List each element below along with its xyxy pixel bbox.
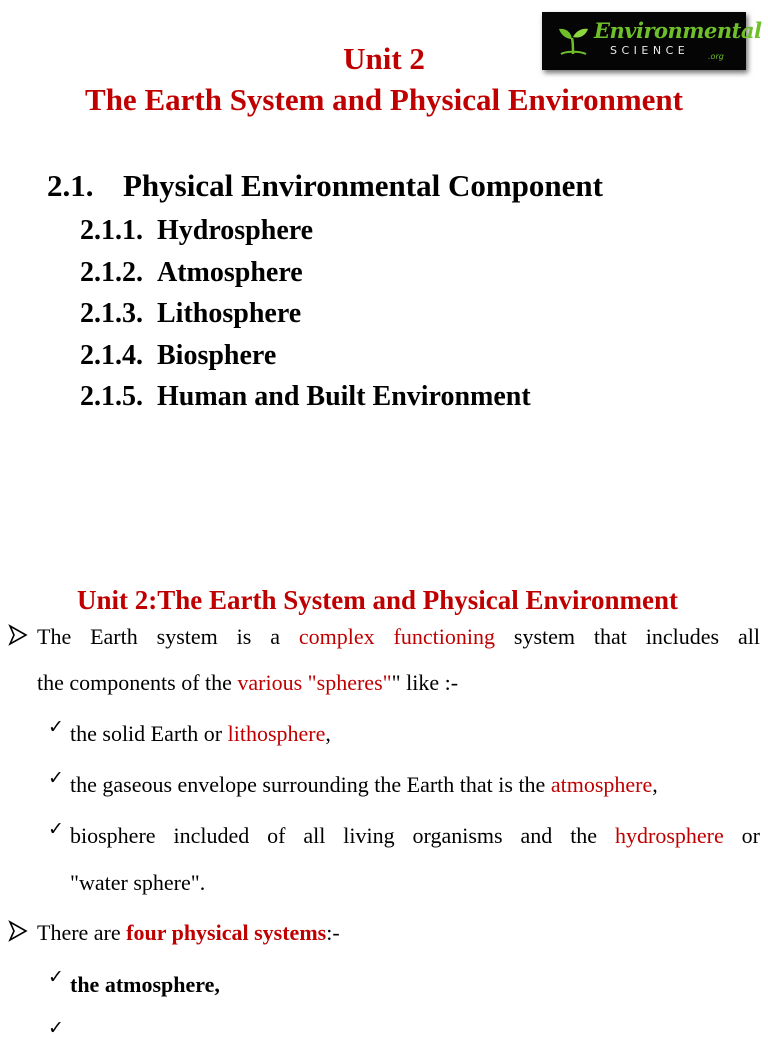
subsection-label: Hydrosphere (157, 215, 314, 246)
arrow-bullet-icon (8, 624, 28, 646)
subsection-item (80, 297, 531, 339)
text-segment: the solid Earth or (70, 721, 228, 746)
subsection-label: Lithosphere (157, 298, 302, 330)
highlight-lithosphere: lithosphere (227, 721, 326, 746)
text-segment: There are (37, 920, 127, 945)
subsection-label: Biosphere (157, 339, 277, 371)
check-icon: ✓ (48, 966, 64, 988)
check-icon: ✓ (48, 716, 64, 738)
section-heading (47, 168, 603, 204)
text-segment: :- (326, 920, 340, 945)
logo-title: Environmental (594, 18, 762, 43)
text-segment: , (652, 772, 658, 797)
logo-subtitle: SCIENCE (610, 44, 690, 57)
text-segment: biosphere included of all living organisms and the (70, 823, 615, 848)
text-segment: the gaseous envelope surrounding the Earth that is the (70, 772, 551, 797)
text-segment: the components of the (37, 670, 238, 695)
subsection-item (80, 339, 531, 381)
subsection-number: 2.1.4. (80, 339, 143, 371)
check-item-lithosphere (70, 721, 331, 747)
text-segment: system that includes all (495, 624, 761, 649)
text-segment: or (723, 823, 760, 848)
subsection-number: 2.1.5. (80, 381, 143, 413)
unit-title: Unit 2 (343, 41, 425, 76)
subsection-item (80, 214, 531, 256)
highlight-complex-functioning: complex functioning (298, 624, 495, 649)
highlight-four-physical-systems: four physical systems (126, 920, 327, 945)
check-item-atmosphere (70, 772, 658, 798)
subsection-number: 2.1.2. (80, 256, 143, 288)
check-item-the-atmosphere: the atmosphere, (70, 972, 220, 997)
text-segment: , (325, 721, 331, 746)
subsection-item (80, 380, 531, 422)
check-item-biosphere (70, 823, 760, 849)
paragraph-earth-system-line1 (37, 624, 760, 650)
slide2-title: Unit 2:The Earth System and Physical Environment (76, 585, 679, 615)
unit-subtitle: The Earth System and Physical Environment (85, 82, 683, 117)
paragraph-earth-system-line2 (37, 670, 458, 696)
text-segment: The Earth system is a (37, 624, 299, 649)
subsection-number: 2.1.1. (80, 215, 143, 246)
subsection-label: Human and Built Environment (157, 381, 531, 413)
section-number: 2.1. (47, 168, 94, 203)
section-label: Physical Environmental Component (123, 168, 603, 203)
check-icon: ✓ (48, 818, 64, 840)
subsection-item (80, 256, 531, 298)
subsection-label: Atmosphere (157, 256, 303, 288)
check-icon: ✓ (48, 1017, 64, 1039)
subsection-number: 2.1.3. (80, 298, 143, 330)
paragraph-four-systems (37, 920, 340, 946)
check-icon: ✓ (48, 767, 64, 789)
arrow-bullet-icon (8, 920, 28, 942)
highlight-various-spheres: various "spheres" (237, 670, 392, 695)
text-segment: " like :- (391, 670, 459, 695)
highlight-atmosphere: atmosphere (550, 772, 653, 797)
subsection-list (80, 214, 531, 422)
highlight-hydrosphere: hydrosphere (615, 823, 724, 848)
logo-suffix: .org (708, 52, 724, 61)
check-item-biosphere-line2: "water sphere". (70, 870, 206, 895)
